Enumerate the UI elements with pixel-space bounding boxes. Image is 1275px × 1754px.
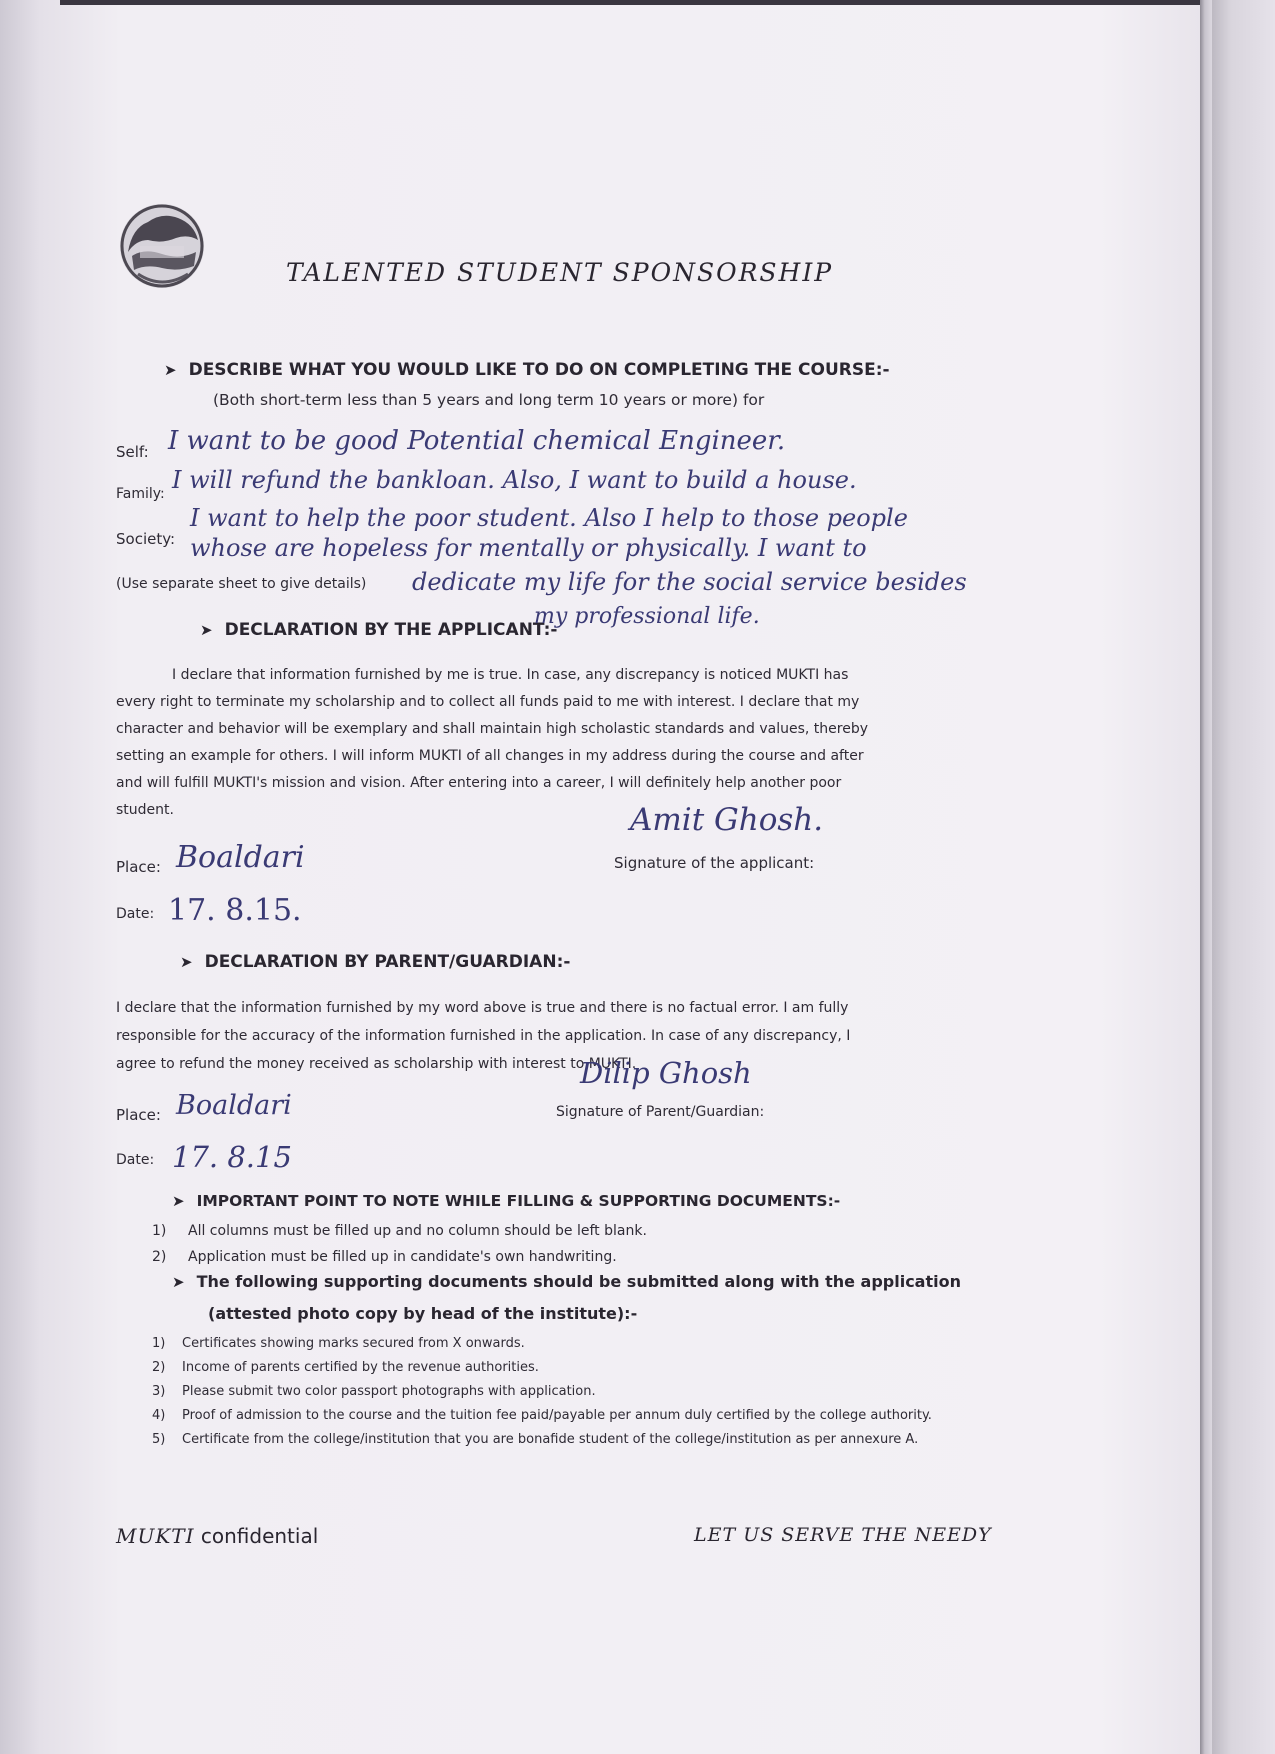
applicant-declaration-text — [116, 662, 996, 824]
guardian-place-value: Boaldari — [176, 1090, 292, 1121]
goals-heading — [164, 360, 890, 380]
goals-subheading: (Both short-term less than 5 years and long term 10 years or more) for — [213, 391, 765, 409]
arrow-bullet-icon: ➤ — [200, 621, 213, 639]
family-label: Family: — [116, 486, 165, 502]
guardian-declaration-text — [116, 994, 996, 1078]
arrow-bullet-icon: ➤ — [180, 953, 193, 971]
guardian-date-value: 17. 8.15 — [172, 1140, 292, 1174]
applicant-date-label: Date: — [116, 906, 155, 922]
declaration-line: every right to terminate my scholarship and to collect all funds paid to me with interest. I declare that my — [116, 694, 860, 710]
list-item-text: Income of parents certified by the revenue authorities. — [182, 1360, 539, 1375]
society-answer-line-2: whose are hopeless for mentally or physically. I want to — [190, 534, 867, 562]
declaration-line: setting an example for others. I will inform MUKTI of all changes in my address during the course and after — [116, 748, 864, 764]
separate-sheet-note: (Use separate sheet to give details) — [116, 576, 367, 592]
list-item-text: All columns must be filled up and no column should be left blank. — [188, 1223, 647, 1239]
applicant-declaration-heading-text: DECLARATION BY THE APPLICANT:- — [224, 620, 558, 640]
list-item — [152, 1244, 647, 1270]
guardian-declaration-heading-text: DECLARATION BY PARENT/GUARDIAN:- — [204, 952, 571, 972]
list-item-number: 2) — [152, 1249, 167, 1265]
declaration-line: responsible for the accuracy of the information furnished in the application. In case of any discrepancy, I — [116, 1028, 851, 1044]
list-item — [152, 1404, 932, 1428]
docs-heading-line-1: The following supporting documents should be submitted along with the application — [196, 1272, 961, 1291]
guardian-place-label: Place: — [116, 1106, 161, 1124]
list-item — [152, 1332, 932, 1356]
page-edge-right — [1200, 0, 1212, 1754]
arrow-bullet-icon: ➤ — [164, 361, 177, 379]
list-item-text: Certificate from the college/institution that you are bonafide student of the college/institution as per annexure A. — [182, 1432, 919, 1447]
society-answer-line-3: dedicate my life for the social service besides — [412, 568, 967, 596]
arrow-bullet-icon: ➤ — [172, 1273, 185, 1291]
page-stack-right — [1212, 0, 1275, 1754]
list-item-number: 5) — [152, 1432, 166, 1447]
applicant-signature-label: Signature of the applicant: — [614, 854, 815, 872]
form-title: TALENTED STUDENT SPONSORSHIP — [286, 258, 834, 287]
list-item-number: 4) — [152, 1408, 166, 1423]
list-item — [152, 1428, 932, 1452]
docs-heading — [172, 1272, 961, 1291]
self-label: Self: — [116, 443, 149, 461]
mukti-logo — [118, 200, 206, 292]
docs-list — [152, 1332, 932, 1452]
list-item-text: Please submit two color passport photographs with application. — [182, 1384, 596, 1399]
notes-list — [152, 1218, 647, 1270]
top-edge-shadow — [60, 0, 1202, 5]
declaration-line: character and behavior will be exemplary and shall maintain high scholastic standards and values, thereby — [116, 721, 869, 737]
applicant-date-value: 17. 8.15. — [168, 893, 302, 928]
footer-brand: MUKTI — [116, 1524, 195, 1548]
declaration-line: I declare that the information furnished by my word above is true and there is no factual error. I am fully — [116, 1000, 849, 1016]
list-item — [152, 1380, 932, 1404]
notes-heading — [172, 1192, 840, 1210]
footer-motto: LET US SERVE THE NEEDY — [694, 1524, 992, 1546]
declaration-line: I declare that information furnished by me is true. In case, any discrepancy is noticed MUKTI has — [172, 667, 849, 683]
applicant-signature: Amit Ghosh. — [630, 802, 824, 838]
docs-heading-line-2: (attested photo copy by head of the institute):- — [208, 1304, 638, 1323]
self-answer: I want to be good Potential chemical Engineer. — [168, 426, 786, 456]
family-answer: I will refund the bankloan. Also, I want to build a house. — [172, 466, 857, 494]
guardian-signature: Dilip Ghosh — [580, 1056, 752, 1090]
applicant-declaration-heading — [200, 620, 557, 640]
declaration-line: student. — [116, 802, 174, 818]
footer-confidential-text: confidential — [200, 1524, 319, 1548]
applicant-place-label: Place: — [116, 858, 161, 876]
applicant-place-value: Boaldari — [176, 840, 305, 875]
guardian-signature-label: Signature of Parent/Guardian: — [556, 1104, 765, 1120]
declaration-line: and will fulfill MUKTI's mission and vision. After entering into a career, I will definitely help another poor — [116, 775, 842, 791]
society-answer-line-1: I want to help the poor student. Also I help to those people — [190, 504, 908, 532]
list-item — [152, 1218, 647, 1244]
list-item — [152, 1356, 932, 1380]
society-label: Society: — [116, 530, 176, 548]
society-answer-line-4: my professional life. — [534, 604, 760, 629]
guardian-declaration-heading — [180, 952, 570, 972]
list-item-text: Certificates showing marks secured from X onwards. — [182, 1336, 525, 1351]
list-item-number: 2) — [152, 1360, 166, 1375]
guardian-date-label: Date: — [116, 1152, 155, 1168]
list-item-number: 3) — [152, 1384, 166, 1399]
notes-heading-text: IMPORTANT POINT TO NOTE WHILE FILLING & SUPPORTING DOCUMENTS:- — [196, 1192, 841, 1210]
declaration-line: agree to refund the money received as scholarship with interest to MUKTI. — [116, 1056, 637, 1072]
list-item-number: 1) — [152, 1336, 166, 1351]
arrow-bullet-icon: ➤ — [172, 1192, 185, 1210]
list-item-text: Application must be filled up in candidate's own handwriting. — [188, 1249, 617, 1265]
footer-confidential — [116, 1524, 318, 1548]
list-item-number: 1) — [152, 1223, 167, 1239]
goals-heading-text: DESCRIBE WHAT YOU WOULD LIKE TO DO ON COMPLETING THE COURSE:- — [188, 360, 890, 380]
list-item-text: Proof of admission to the course and the tuition fee paid/payable per annum duly certified by the college authority. — [182, 1408, 932, 1423]
